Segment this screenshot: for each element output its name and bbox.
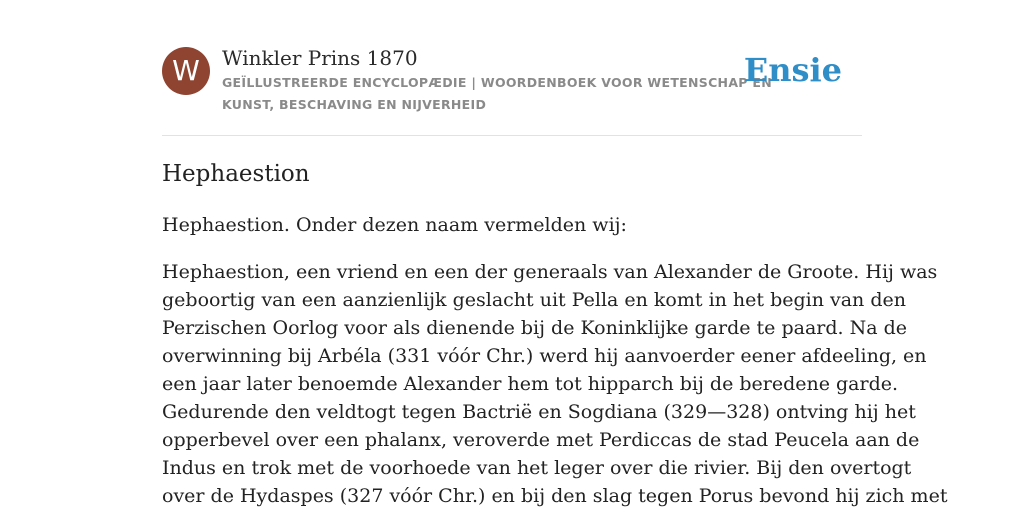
source-subtitle xyxy=(222,72,772,116)
body-line: overwinning bij Arbéla (331 vóór Chr.) werd hij aanvoerder eener afdeeling, en xyxy=(162,345,927,367)
source-title-link[interactable]: Winkler Prins 1870 xyxy=(222,46,418,70)
source-subtitle-line: GEÏLLUSTREERDE ENCYCLOPÆDIE | WOORDENBOEK VOOR WETENSCHAP EN xyxy=(222,75,772,90)
source-avatar[interactable]: W xyxy=(162,47,210,95)
body-line: geboortig van een aanzienlijk geslacht uit Pella en komt in het begin van den xyxy=(162,289,906,311)
body-line: een jaar later benoemde Alexander hem tot hipparch bij de beredene garde. xyxy=(162,373,899,395)
source-subtitle-line: KUNST, BESCHAVING EN NIJVERHEID xyxy=(222,97,487,112)
source-header xyxy=(162,0,862,136)
article-intro: Hephaestion. Onder dezen naam vermelden wij: xyxy=(162,214,627,236)
article-body xyxy=(162,258,948,510)
body-line: opperbevel over een phalanx, veroverde met Perdiccas de stad Peucela aan de xyxy=(162,429,920,451)
body-line: Gedurende den veldtogt tegen Bactrië en Sogdiana (329—328) ontving hij het xyxy=(162,401,916,423)
body-line: Perzischen Oorlog voor als dienende bij de Koninklijke garde te paard. Na de xyxy=(162,317,908,339)
article-title: Hephaestion xyxy=(162,161,310,187)
body-line: Indus en trok met de voorhoede van het leger over die rivier. Bij den overtogt xyxy=(162,457,912,479)
body-line: Hephaestion, een vriend en een der generaals van Alexander de Groote. Hij was xyxy=(162,261,938,283)
ensie-logo[interactable]: Ensie xyxy=(743,51,842,89)
body-line: over de Hydaspes (327 vóór Chr.) en bij den slag tegen Porus bevond hij zich met xyxy=(162,485,948,507)
source-info xyxy=(222,44,772,116)
page-container xyxy=(162,0,948,507)
